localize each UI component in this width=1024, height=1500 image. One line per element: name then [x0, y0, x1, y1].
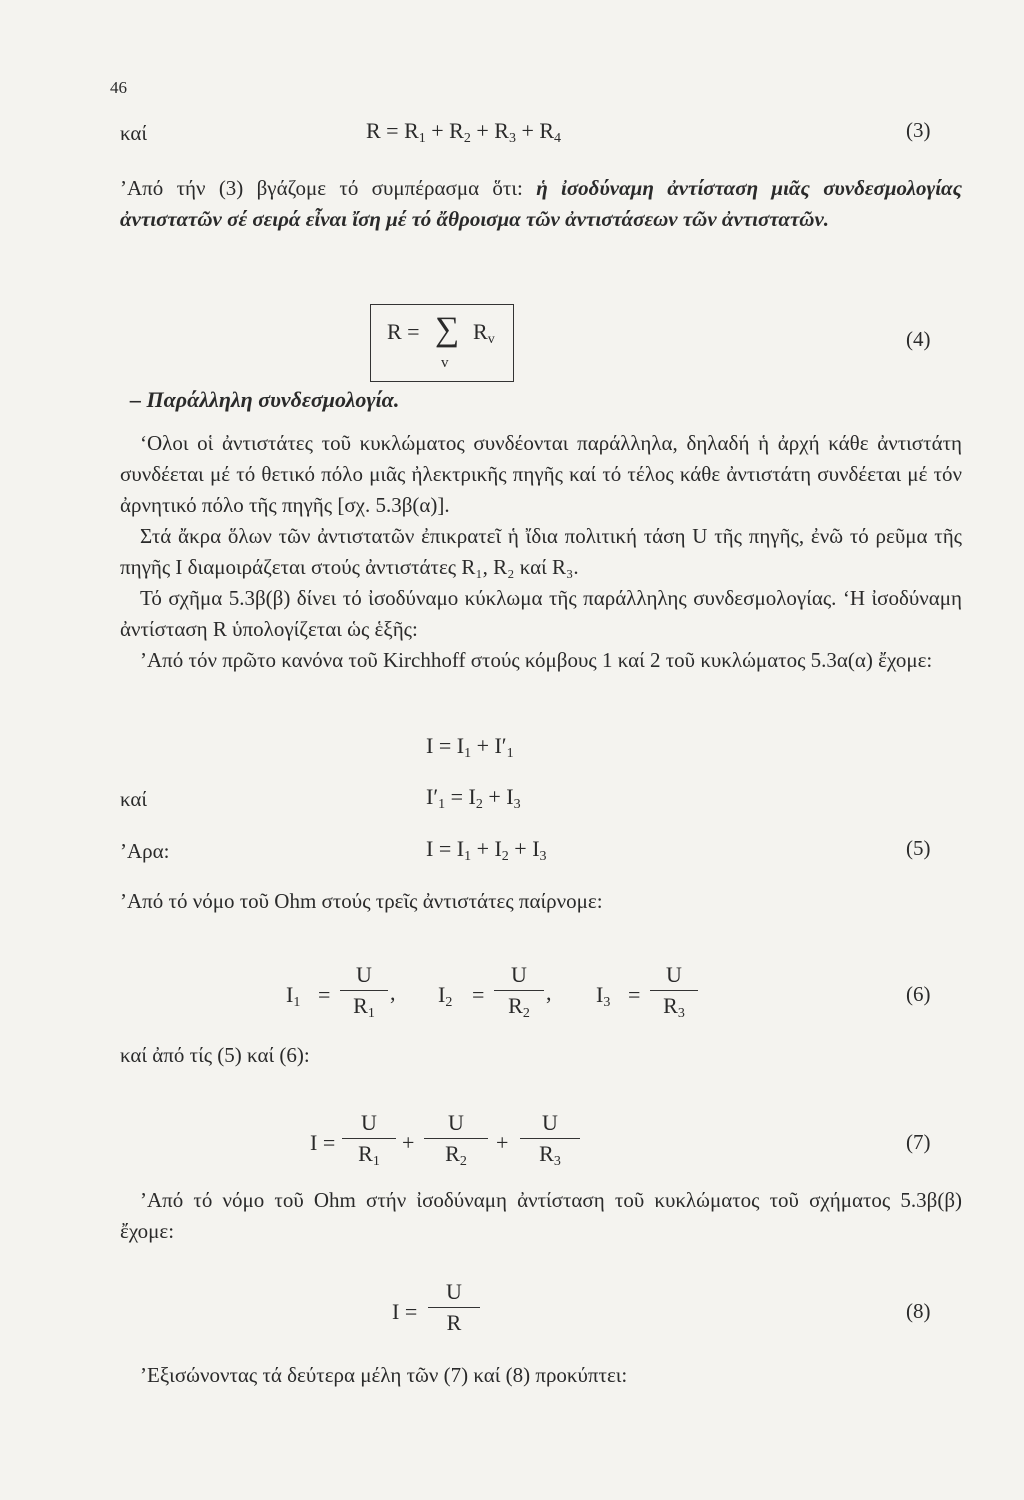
eq3-number: (3) — [906, 118, 931, 142]
paragraph-ohm-equivalent: ’Από τό νόμο τοῦ Ohm στήν ἰσοδύναμη ἀντίσταση τοῦ κυκλώματος τοῦ σχήματος 5.3β(β) ἔχομε: — [120, 1188, 962, 1243]
fraction7-u-r3: U $R_3$ — [520, 1110, 580, 1167]
eq3-lead: καί — [120, 121, 148, 145]
equation-3: $R = R_1 + R_2 + R_3 + R_4$ — [366, 118, 562, 146]
paragraph-conclusion: ’Από τήν (3) βγάζομε τό συμπέρασμα ὅτι: ἡ ἰσοδύναμη ἀντίσταση μιᾶς συνδεσμολογίας ἀντιστατῶν σέ σειρά εἶναι ἴση μέ τό ἄθροισμα τῶν ἀντιστάσεων τῶν ἀντιστατῶν. — [120, 176, 963, 231]
fraction-u-r3: U $R_3$ — [650, 962, 698, 1019]
paragraph-ohm: ’Από τό νόμο τοῦ Ohm στούς τρεῖς ἀντιστάτες παίρνομε: — [120, 889, 603, 913]
equation-kirchhoff-2: $I'_1 = I_2 + I_3$ — [426, 784, 521, 812]
equation-5: $I = I_1 + I_2 + I_3$ — [426, 836, 547, 864]
paragraph-parallel-intro: ‘Ολοι οἱ ἀντιστάτες τοῦ κυκλώματος συνδέονται παράλληλα, δηλαδή ἡ ἀρχή κάθε ἀντιστάτη συνδέεται μέ τό θετικό πόλο μιᾶς ἠλεκτρικῆς πηγῆς καί τό τέλος κάθε ἀντιστάτη συνδέεται μέ τόν ἀρνητικό πόλο τῆς πηγῆς [σχ. 5.3β(α)]. — [120, 431, 962, 517]
fraction7-u-r1: U $R_1$ — [342, 1110, 396, 1167]
fraction8-u-r: U R — [428, 1279, 480, 1336]
page-number: 46 — [110, 78, 127, 97]
equation-kirchhoff-1: $I = I_1 + I'_1$ — [426, 733, 514, 761]
eq4-box: R = ∑ $R_v$ v — [370, 304, 514, 382]
eq5-lead: ’Αρα: — [120, 839, 170, 863]
paragraph-voltage: Στά ἄκρα ὅλων τῶν ἀντιστατῶν ἐπικρατεῖ ἡ ἴδια πολιτική τάση U τῆς πηγῆς, ἐνῶ τό ρεῦμα τῆς πηγῆς I διαμοιράζεται στούς ἀντιστάτες R₁, R₂ καί R₃. — [120, 524, 962, 579]
section-heading-parallel: – Παράλληλη συνδεσμολογία. — [130, 387, 400, 412]
eq6-number: (6) — [906, 982, 931, 1006]
paragraph-equating: ’Εξισώνοντας τά δεύτερα μέλη τῶν (7) καί (8) προκύπτει: — [140, 1363, 628, 1387]
eq4-number: (4) — [906, 327, 931, 351]
eq7-number: (7) — [906, 1130, 931, 1154]
fraction7-u-r2: U $R_2$ — [424, 1110, 488, 1167]
eq8-number: (8) — [906, 1299, 931, 1323]
eq4-rhs: $R_v$ — [473, 319, 495, 347]
fraction-u-r1: U $R_1$ — [340, 962, 388, 1019]
paragraph-from-5-6: καί ἀπό τίς (5) καί (6): — [120, 1043, 310, 1067]
paragraph-kirchhoff: ’Από τόν πρῶτο κανόνα τοῦ Kirchhoff στούς κόμβους 1 καί 2 τοῦ κυκλώματος 5.3α(α) ἔχομε: — [140, 648, 933, 672]
eqB-lead: καί — [120, 787, 148, 811]
fraction-u-r2: U $R_2$ — [494, 962, 544, 1019]
eq5-number: (5) — [906, 836, 931, 860]
paragraph-equivalent: Τό σχῆμα 5.3β(β) δίνει τό ἰσοδύναμο κύκλωμα τῆς παράλληλης συνδεσμολογίας. ‘Η ἰσοδύναμη ἀντίσταση R ὑπολογίζεται ὡς ἑξῆς: — [120, 586, 962, 641]
